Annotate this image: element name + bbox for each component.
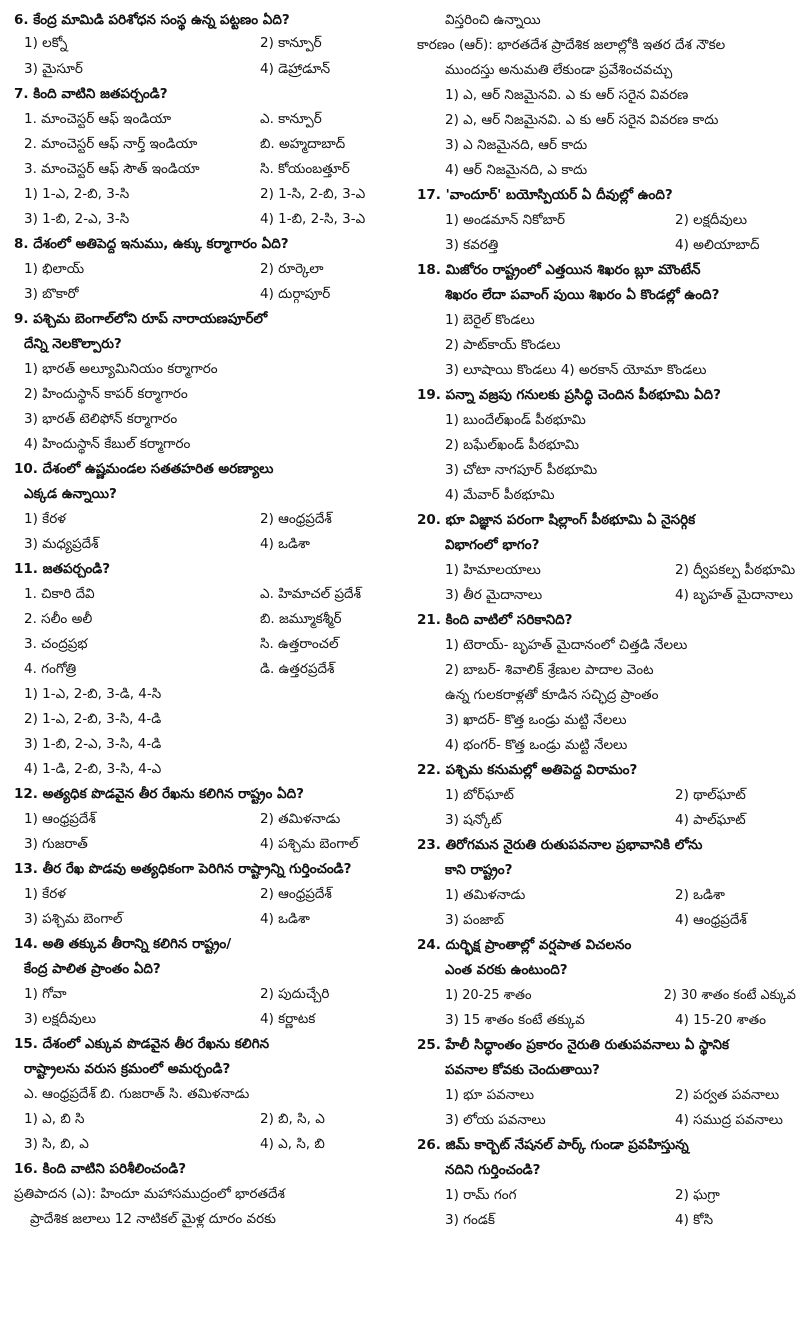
line-text-second: 4) కోసి: [675, 1212, 714, 1228]
question-line: [24, 957, 161, 982]
question-line: [14, 232, 289, 257]
option-line: [24, 1107, 325, 1132]
line-text: విస్తరించి ఉన్నాయి: [445, 12, 541, 28]
question-line: [445, 533, 539, 558]
line-text-second: 4) డెహ్రాడూన్: [260, 61, 331, 77]
option-line: [445, 808, 746, 833]
line-text-second: సి. ఉత్తరాంచల్: [260, 636, 339, 652]
option-line: [24, 507, 332, 532]
line-text: 23. తిరోగమన నైరుతి రుతుపవనాల ప్రభావానికి లోను: [417, 837, 703, 853]
question-line: [14, 1157, 186, 1182]
line-text: ఎంత వరకు ఉంటుంది?: [445, 962, 568, 978]
option-line: [445, 683, 659, 708]
option-line: [445, 658, 654, 683]
line-text: ఎ. ఆంధ్రప్రదేశ్ బి. గుజరాత్ సి. తమిళనాడు: [24, 1086, 250, 1102]
line-text: 3) లోయ పవనాలు: [445, 1112, 546, 1128]
line-text-second: 4) ఆంధ్రప్రదేశ్: [675, 912, 747, 928]
line-text: 4) ఆర్ నిజమైనది, ఎ కాదు: [445, 162, 588, 178]
line-text-second: 4) ఎ, సి, బి: [260, 1136, 325, 1152]
question-line: [14, 782, 304, 807]
line-text-second: 2) ఆంధ్రప్రదేశ్: [260, 886, 332, 902]
line-text: 1) ఎ, బి సి: [24, 1111, 85, 1127]
line-text: 3. మాంచెస్టర్ ఆఫ్ సౌత్ ఇండియా: [24, 161, 200, 177]
option-line: [417, 33, 725, 58]
question-line: [14, 8, 290, 33]
line-text: శిఖరం లేదా పవాంగ్ పుయి శిఖరం ఏ కొండల్లో ఉంది?: [445, 287, 720, 303]
option-line: [445, 233, 760, 258]
option-line: [24, 382, 188, 407]
option-line: [24, 707, 161, 732]
option-line: [445, 8, 541, 33]
line-text: రాష్ట్రాలను వరుస క్రమంలో అమర్చండి?: [24, 1061, 231, 1077]
question-line: [14, 932, 231, 957]
line-text: 1) టెరాయ్- బృహత్ మైదానంలో చిత్తడి నేలలు: [445, 637, 688, 653]
line-text: పవనాల కోవకు చెందుతాయి?: [445, 1062, 600, 1078]
line-text: 3) కవరత్తి: [445, 237, 499, 253]
line-text: 4) 1-డి, 2-బి, 3-సి, 4-ఎ: [24, 761, 162, 777]
option-line: [445, 558, 796, 583]
line-text-second: 2) తమిళనాడు: [260, 811, 341, 827]
line-text: నదిని గుర్తించండి?: [445, 1162, 541, 1178]
question-line: [417, 833, 702, 858]
question-line: [14, 457, 273, 482]
line-text: ఉన్న గులకరాళ్లతో కూడిన సచ్ఛిద్ర ప్రాంతం: [445, 687, 659, 703]
option-line: [30, 1207, 276, 1232]
option-line: [445, 408, 586, 433]
question-line: [445, 858, 512, 883]
line-text-second: 2) పుదుచ్చేరి: [260, 986, 330, 1002]
question-line: [445, 958, 568, 983]
question-line: [24, 482, 117, 507]
line-text: ఎక్కడ ఉన్నాయి?: [24, 486, 117, 502]
line-text-second: 2) రూర్కెలా: [260, 261, 324, 277]
line-text: 24. దుర్భిక్ష ప్రాంతాల్లో వర్షపాత విచలనం: [417, 937, 632, 953]
line-text: 1) హిమాలయాలు: [445, 562, 541, 578]
line-text: 1) భూ పవనాలు: [445, 1087, 535, 1103]
option-line: [24, 57, 331, 82]
line-text-second: 2) ఘగ్రా: [675, 1187, 720, 1203]
question-line: [14, 307, 267, 332]
option-line: [24, 407, 177, 432]
line-text: 1) కేరళ: [24, 886, 66, 902]
line-text: 21. కింది వాటిలో సరికానిది?: [417, 612, 573, 628]
option-line: [24, 357, 218, 382]
line-text-second: 2) పర్వత పవనాలు: [675, 1087, 780, 1103]
line-text-second: 2) ఒడిశా: [675, 887, 725, 903]
option-line: [445, 208, 748, 233]
line-text-second: సి. కోయంబత్తూర్: [260, 161, 350, 177]
option-line: [24, 582, 362, 607]
line-text: 25. హేలీ సిద్ధాంతం ప్రకారం నైరుతి రుతుపవనాలు ఏ స్థానిక: [417, 1037, 730, 1053]
line-text: 4) మేవార్ పీఠభూమి: [445, 487, 555, 503]
option-line: [445, 1183, 720, 1208]
option-line: [24, 882, 332, 907]
line-text: 1) 1-ఎ, 2-బి, 3-సి: [24, 186, 130, 202]
line-text: కేంద్ర పాలిత ప్రాంతం ఏది?: [24, 961, 161, 977]
option-line: [24, 132, 346, 157]
line-text-second: 2) 1-సి, 2-బి, 3-ఎ: [260, 186, 366, 202]
option-line: [445, 633, 687, 658]
option-line: [24, 657, 335, 682]
option-line: [445, 158, 587, 183]
line-text: 3. చంద్రప్రభ: [24, 636, 88, 652]
line-text: 3) లక్షదీవులు: [24, 1011, 97, 1027]
option-line: [24, 432, 190, 457]
line-text: ముందస్తు అనుమతి లేకుండా ప్రవేశించవచ్చు: [445, 62, 673, 78]
line-text: 6. కేంద్ర మామిడి పరిశోధన సంస్థ ఉన్న పట్టణం ఏది?: [14, 12, 290, 28]
option-line: [445, 58, 672, 83]
line-text-second: 2) ఆంధ్రప్రదేశ్: [260, 511, 332, 527]
option-line: [24, 207, 366, 232]
line-text: 1) భిలాయ్: [24, 261, 85, 277]
line-text: 2) ఎ, ఆర్ నిజమైనవి. ఎ కు ఆర్ సరైన వివరణ కాదు: [445, 112, 719, 128]
option-line: [445, 358, 706, 383]
line-text: 1) కేరళ: [24, 511, 66, 527]
line-text-second: ఎ. హిమాచల్ ప్రదేశ్: [260, 586, 362, 602]
line-text: 1) బుందేల్‌ఖండ్ పీఠభూమి: [445, 412, 586, 428]
line-text-second: 4) బృహత్ మైదానాలు: [675, 587, 794, 603]
option-line: [24, 807, 341, 832]
line-text-second: 4) పశ్చిమ బెంగాల్: [260, 836, 359, 852]
line-text: 3) ఎ నిజమైనది, ఆర్ కాదు: [445, 137, 588, 153]
line-text-second: 4) 15-20 శాతం: [675, 1012, 766, 1028]
option-line: [445, 908, 747, 933]
line-text: 3) గండక్: [445, 1212, 495, 1228]
option-line: [445, 1208, 714, 1233]
question-line: [417, 933, 631, 958]
line-text-second: 4) ఒడిశా: [260, 536, 310, 552]
line-text: 8. దేశంలో అతిపెద్ద ఇనుము, ఉక్కు కర్మాగారం ఏది?: [14, 236, 289, 252]
line-text: 1) బెరైల్ కొండలు: [445, 312, 535, 328]
option-line: [445, 458, 597, 483]
line-text: 3) మైసూర్: [24, 61, 83, 77]
option-line: [24, 907, 310, 932]
line-text: 16. కింది వాటిని పరిశీలించండి?: [14, 1161, 187, 1177]
line-text-second: డి. ఉత్తరప్రదేశ్: [260, 661, 335, 677]
question-line: [14, 82, 168, 107]
line-text-second: 4) పాల్‌ఘాట్: [675, 812, 746, 828]
option-line: [24, 832, 359, 857]
option-line: [445, 1008, 766, 1033]
line-text: కాని రాష్ట్రం?: [445, 862, 513, 878]
line-text: 1. చికారి దేవి: [24, 586, 95, 602]
line-text: 3) బొకారో: [24, 286, 79, 302]
line-text: ప్రాదేశిక జలాలు 12 నాటికల్ మైళ్ల దూరం వరకు: [30, 1211, 276, 1227]
line-text: 22. పశ్చిమ కనుమల్లో అతిపెద్ద విరామం?: [417, 762, 638, 778]
line-text: 3) 15 శాతం కంటే తక్కువ: [445, 1012, 585, 1028]
line-text: 4) హిందుస్థాన్ కేబుల్ కర్మాగారం: [24, 436, 191, 452]
line-text: 19. పన్నా వజ్రపు గనులకు ప్రసిద్ధి చెందిన పీఠభూమి ఏది?: [417, 387, 721, 403]
line-text: 1) తమిళనాడు: [445, 887, 526, 903]
question-line: [445, 1158, 541, 1183]
option-line: [24, 1007, 316, 1032]
question-line: [417, 508, 695, 533]
line-text: 1. మాంచెస్టర్ ఆఫ్ ఇండియా: [24, 111, 172, 127]
line-text-second: 2) లక్షదీవులు: [675, 212, 748, 228]
line-text-second: 4) ఒడిశా: [260, 911, 310, 927]
line-text-second: 2) థాల్‌ఘాట్: [675, 787, 746, 803]
line-text: 3) 1-బి, 2-ఎ, 3-సి, 4-డి: [24, 736, 162, 752]
line-text: 3) సి, బి, ఎ: [24, 1136, 89, 1152]
line-text: 11. జతపర్చండి?: [14, 561, 111, 577]
question-line: [417, 258, 701, 283]
line-text: 12. అత్యధిక పొడవైన తీర రేఖను కలిగిన రాష్ట్రం ఏది?: [14, 786, 304, 802]
line-text: 20. భూ విజ్ఞాన పరంగా షిల్లాంగ్ పీఠభూమి ఏ నైసర్గిక: [417, 512, 696, 528]
option-line: [24, 107, 322, 132]
question-line: [417, 1133, 689, 1158]
option-line: [445, 883, 725, 908]
line-text: 15. దేశంలో ఎక్కువ పొడవైన తీర రేఖను కలిగిన: [14, 1036, 270, 1052]
option-line: [24, 182, 366, 207]
line-text: 18. మిజోరం రాష్ట్రంలో ఎత్తయిన శిఖరం బ్లూ మౌంటేన్: [417, 262, 701, 278]
question-line: [445, 1058, 600, 1083]
line-text: 1) ఎ, ఆర్ నిజమైనవి. ఎ కు ఆర్ సరైన వివరణ: [445, 87, 689, 103]
line-text: 3) చోటా నాగపూర్ పీఠభూమి: [445, 462, 598, 478]
line-text-second: 4) దుర్గాపూర్: [260, 286, 331, 302]
option-line: [24, 257, 324, 282]
line-text: విభాగంలో భాగం?: [445, 537, 540, 553]
option-line: [14, 1182, 285, 1207]
line-text: 2) బాబర్- శివాలిక్ శ్రేణుల పాదాల వెంట: [445, 662, 654, 678]
option-line: [445, 483, 555, 508]
option-line: [445, 1083, 780, 1108]
option-line: [24, 157, 350, 182]
line-text: 1) బోర్‌ఘాట్: [445, 787, 514, 803]
option-line: [24, 757, 161, 782]
line-text: 1) అండమాన్ నికోబార్: [445, 212, 566, 228]
option-line: [24, 31, 322, 56]
line-text: 3) షన్కోట్: [445, 812, 502, 828]
option-line: [445, 108, 718, 133]
line-text: 14. అతి తక్కువ తీరాన్ని కలిగిన రాష్ట్రం/: [14, 936, 232, 952]
line-text: 4. గంగోత్రి: [24, 661, 77, 677]
line-text: 4) భంగర్- కొత్త ఒండ్రు మట్టి నేలలు: [445, 737, 628, 753]
line-text: దేన్ని నెలకొల్పారు?: [24, 336, 122, 352]
option-line: [445, 708, 627, 733]
line-text: ప్రతిపాదన (ఎ): హిందూ మహాసముద్రంలో భారతదేశ: [14, 1186, 285, 1202]
line-text-second: 4) సముద్ర పవనాలు: [675, 1112, 783, 1128]
line-text: 3) మధ్యప్రదేశ్: [24, 536, 99, 552]
line-text: 3) తీర మైదానాలు: [445, 587, 543, 603]
line-text: 2) బఘేల్‌ఖండ్ పీఠభూమి: [445, 437, 580, 453]
question-line: [417, 383, 721, 408]
line-text: కారణం (ఆర్): భారతదేశ ప్రాదేశిక జలాల్లోకి ఇతర దేశ నౌకల: [417, 37, 726, 53]
line-text: 1) ఆంధ్రప్రదేశ్: [24, 811, 96, 827]
line-text: 3) 1-బి, 2-ఎ, 3-సి: [24, 211, 130, 227]
option-line: [24, 682, 161, 707]
line-text: 2. మాంచెస్టర్ ఆఫ్ నార్త్ ఇండియా: [24, 136, 198, 152]
line-text-second: 2) ద్వీపకల్ప పీఠభూమి: [675, 562, 796, 578]
question-line: [14, 857, 352, 882]
line-text: 1) భారత్ అల్యూమినియం కర్మాగారం: [24, 361, 218, 377]
line-text: 1) 20-25 శాతం: [445, 987, 532, 1003]
option-line: [445, 433, 579, 458]
line-text: 3) పశ్చిమ బెంగాల్: [24, 911, 123, 927]
option-line: [445, 583, 794, 608]
option-line: [24, 532, 310, 557]
option-line: [445, 83, 688, 108]
line-text: 3) భారత్ టెలిఫోన్ కర్మాగారం: [24, 411, 178, 427]
line-text: 3) గుజరాత్: [24, 836, 88, 852]
line-text-second: బి. అహ్మదాబాద్: [260, 136, 346, 152]
question-line: [417, 608, 573, 633]
line-text-second: ఎ. కాన్పూర్: [260, 111, 322, 127]
line-text: 2) పాట్‌కాయ్ కొండలు: [445, 337, 561, 353]
option-line: [445, 133, 587, 158]
line-text: 26. జిమ్ కార్బెట్ నేషనల్ పార్క్ గుండా ప్రవహిస్తున్న: [417, 1137, 689, 1153]
line-text-second: 4) 1-బి, 2-సి, 3-ఎ: [260, 211, 366, 227]
line-text: 3) పంజాబ్: [445, 912, 504, 928]
line-text: 1) రామ్ గంగ: [445, 1187, 517, 1203]
line-text: 2. సలీం అలీ: [24, 611, 93, 627]
option-line: [24, 1132, 325, 1157]
line-text: 2) హిందుస్థాన్ కాపర్ కర్మాగారం: [24, 386, 188, 402]
line-text: 2) 1-ఎ, 2-బి, 3-సి, 4-డి: [24, 711, 162, 727]
line-text: 1) గోవా: [24, 986, 67, 1002]
line-text: 1) లక్నో: [24, 35, 68, 51]
line-text: 13. తీర రేఖ పొడవు అత్యధికంగా పెరిగిన రాష్ట్రాన్ని గుర్తించండి?: [14, 861, 352, 877]
option-line: [24, 607, 342, 632]
line-text-second: బి. జమ్మూకశ్మీర్: [260, 611, 342, 627]
option-line: [24, 732, 161, 757]
question-line: [417, 758, 637, 783]
option-line: [24, 632, 339, 657]
line-text-second: 2) బి, సి, ఎ: [260, 1111, 325, 1127]
option-line: [24, 1082, 249, 1107]
option-line: [445, 783, 746, 808]
question-line: [445, 283, 719, 308]
line-text: 17. 'వాందూర్' బయోస్పియర్ ఏ దీవుల్లో ఉంది?: [417, 187, 673, 203]
line-text: 9. పశ్చిమ బెంగాల్‌లోని రూప్ నారాయణపూర్‌లో: [14, 311, 268, 327]
line-text: 3) ఖాదర్- కొత్త ఒండ్రు మట్టి నేలలు: [445, 712, 627, 728]
question-line: [417, 1033, 729, 1058]
option-line: [445, 308, 535, 333]
option-line: [445, 983, 796, 1008]
line-text: 3) లూషాయి కొండలు 4) అరకాన్ యోమా కొండలు: [445, 362, 707, 378]
option-line: [24, 282, 331, 307]
option-line: [445, 1108, 783, 1133]
line-text-second: 4) అలియాబాద్: [675, 237, 760, 253]
line-text-second: 2) కాన్పూర్: [260, 35, 322, 51]
question-line: [24, 1057, 230, 1082]
option-line: [445, 733, 627, 758]
line-text: 10. దేశంలో ఉష్ణమండల సతతహరిత అరణ్యాలు: [14, 461, 274, 477]
option-line: [24, 982, 330, 1007]
question-line: [417, 183, 673, 208]
question-line: [14, 557, 110, 582]
line-text: 7. కింది వాటిని జతపర్చండి?: [14, 86, 168, 102]
line-text-second: 4) కర్ణాటక: [260, 1011, 316, 1027]
line-text: 1) 1-ఎ, 2-బి, 3-డి, 4-సి: [24, 686, 162, 702]
option-line: [445, 333, 560, 358]
question-line: [24, 332, 122, 357]
question-line: [14, 1032, 269, 1057]
line-text-second: 2) 30 శాతం కంటే ఎక్కువ: [663, 987, 796, 1003]
